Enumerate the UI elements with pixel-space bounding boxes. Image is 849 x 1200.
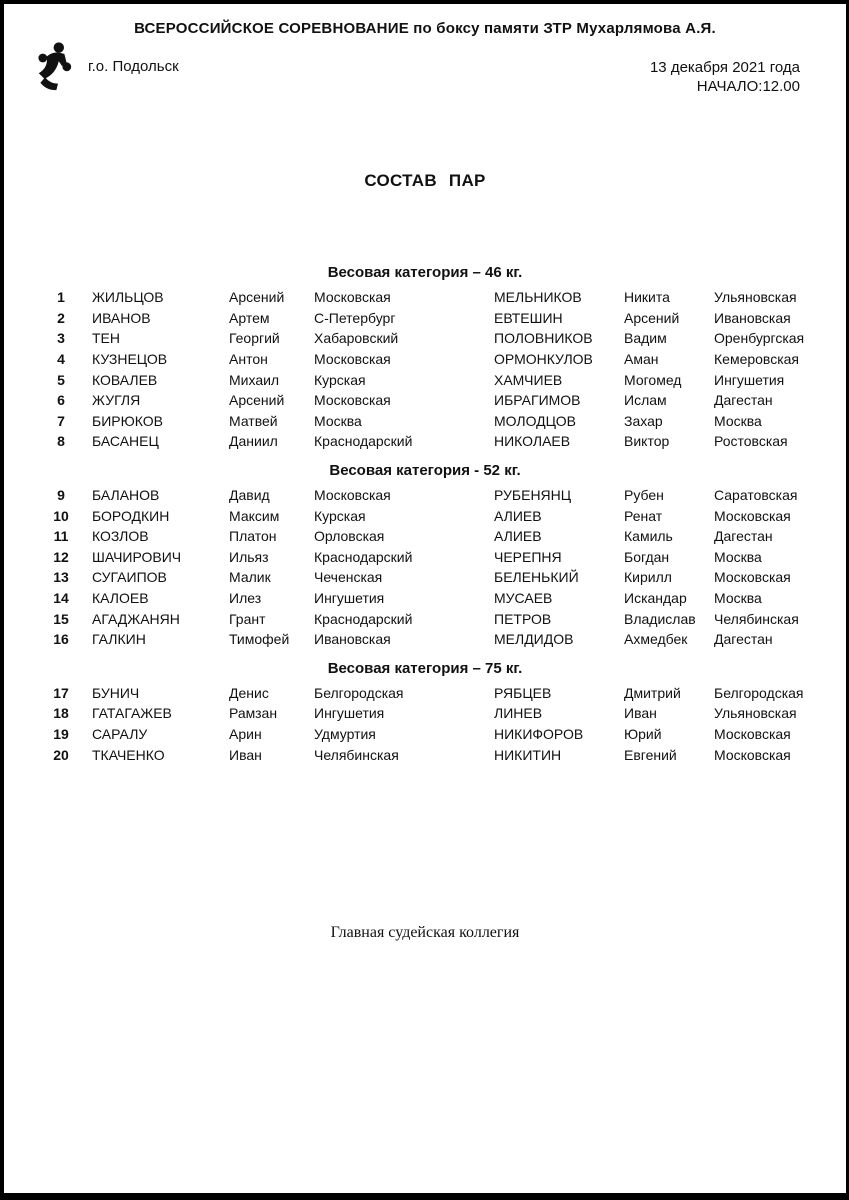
blue-corner-surname: ОРМОНКУЛОВ [494,351,593,368]
red-corner-region: Московская [314,392,391,409]
start-time: НАЧАЛО:12.00 [696,78,800,95]
blue-corner-name: Искандар [624,590,687,607]
blue-corner-name: Юрий [624,725,662,742]
blue-corner-surname: НИКОЛАЕВ [494,433,571,450]
red-corner-name: Илез [229,590,262,607]
blue-corner-region: Ульяновская [714,289,797,306]
footer-signature: Главная судейская коллегия [330,924,520,941]
blue-corner-name: Владислав [624,610,696,627]
pair-number: 19 [53,725,69,742]
blue-corner-region: Москва [714,412,762,429]
red-corner-surname: КУЗНЕЦОВ [92,351,168,368]
blue-corner-name: Иван [624,705,657,722]
pair-number: 14 [53,590,69,607]
blue-corner-surname: ИБРАГИМОВ [494,392,581,409]
pair-row [4,724,846,745]
red-corner-name: Иван [229,746,262,763]
blue-corner-surname: ПЕТРОВ [494,610,552,627]
blue-corner-region: Ивановская [714,309,791,326]
pair-row [4,683,846,704]
pair-number: 13 [53,569,69,586]
weight-category-heading: Весовая категория - 52 кг. [329,461,521,479]
red-corner-name: Артем [229,309,270,326]
red-corner-region: Краснодарский [314,548,413,565]
red-corner-name: Платон [229,528,277,545]
red-corner-surname: КАЛОЕВ [92,590,149,607]
red-corner-surname: БОРОДКИН [92,507,170,524]
red-corner-name: Денис [229,684,269,701]
red-corner-surname: КОВАЛЕВ [92,371,158,388]
pair-number: 18 [53,705,69,722]
venue-city: г.о. Подольск [88,58,179,75]
blue-corner-region: Саратовская [714,487,798,504]
weight-category-section [4,263,846,452]
red-corner-name: Георгий [229,330,280,347]
blue-corner-surname: АЛИЕВ [494,528,542,545]
pair-number: 1 [57,289,65,306]
pair-number: 17 [53,684,69,701]
date-block [650,58,800,96]
blue-corner-surname: АЛИЕВ [494,507,542,524]
boxer-pictogram-icon [34,40,74,92]
pair-number: 3 [57,330,65,347]
red-corner-region: Орловская [314,528,385,545]
red-corner-region: С-Петербург [314,309,396,326]
red-corner-name: Максим [229,507,280,524]
pair-row [4,287,846,308]
red-corner-region: Москва [314,412,362,429]
pair-number: 7 [57,412,65,429]
red-corner-surname: КОЗЛОВ [92,528,149,545]
red-corner-surname: ТЕН [92,330,120,347]
red-corner-surname: БАСАНЕЦ [92,433,159,450]
red-corner-region: Курская [314,507,366,524]
pair-row [4,526,846,547]
blue-corner-surname: ЛИНЕВ [494,705,543,722]
blue-corner-region: Кемеровская [714,351,800,368]
pair-number: 4 [57,351,65,368]
blue-corner-name: Ислам [624,392,667,409]
blue-corner-surname: НИКИТИН [494,746,562,763]
weight-category-heading: Весовая категория – 46 кг. [327,264,523,281]
blue-corner-surname: РУБЕНЯНЦ [494,487,572,504]
red-corner-region: Хабаровский [314,330,399,347]
weight-category-heading: Весовая категория – 75 кг. [327,659,523,677]
red-corner-name: Михаил [229,371,280,388]
blue-corner-surname: ЧЕРЕПНЯ [494,548,562,565]
red-corner-surname: ГАЛКИН [92,631,146,648]
pair-number: 5 [57,371,65,388]
blue-corner-region: Московская [714,569,791,586]
pair-number: 12 [53,548,69,565]
blue-corner-name: Вадим [624,330,667,347]
blue-corner-name: Евгений [624,746,677,763]
red-corner-region: Чеченская [314,569,383,586]
blue-corner-surname: БЕЛЕНЬКИЙ [494,569,579,586]
blue-corner-region: Оренбургская [714,330,805,347]
red-corner-region: Московская [314,351,391,368]
pair-number: 16 [53,631,69,648]
blue-corner-surname: ХАМЧИЕВ [494,371,563,388]
pair-row [4,744,846,765]
blue-corner-name: Никита [624,289,670,306]
pair-number: 11 [53,528,69,545]
blue-corner-surname: МЕЛДИДОВ [494,631,574,648]
sections [4,263,846,765]
red-corner-region: Ивановская [314,631,391,648]
page-title: СОСТАВ ПАР [364,171,486,190]
blue-corner-region: Дагестан [714,392,773,409]
blue-corner-surname: МУСАЕВ [494,590,553,607]
blue-corner-name: Ахмедбек [624,631,688,648]
red-corner-region: Краснодарский [314,433,413,450]
red-corner-name: Ильяз [229,548,269,565]
pair-row [4,308,846,329]
document-header [4,4,846,109]
red-corner-name: Арин [229,725,262,742]
red-corner-name: Даниил [229,433,278,450]
weight-category-section [4,461,846,650]
blue-corner-region: Белгородская [714,684,804,701]
blue-corner-name: Аман [624,351,659,368]
red-corner-surname: АГАДЖАНЯН [92,610,180,627]
pair-row [4,567,846,588]
pair-row [4,547,846,568]
weight-category-section [4,659,846,765]
blue-corner-name: Захар [624,412,663,429]
pair-row [4,328,846,349]
red-corner-name: Тимофей [229,631,290,648]
red-corner-region: Ингушетия [314,590,385,607]
blue-corner-name: Виктор [624,433,670,450]
pair-row [4,411,846,432]
blue-corner-name: Рубен [624,487,664,504]
blue-corner-region: Московская [714,507,791,524]
red-corner-surname: СУГАИПОВ [92,569,167,586]
pair-number: 6 [57,392,65,409]
blue-corner-surname: ЕВТЕШИН [494,309,563,326]
blue-corner-name: Дмитрий [624,684,681,701]
red-corner-name: Рамзан [229,705,278,722]
blue-corner-region: Ингушетия [714,371,785,388]
pair-number: 8 [57,433,65,450]
red-corner-surname: БИРЮКОВ [92,412,163,429]
competition-title: ВСЕРОССИЙСКОЕ СОРЕВНОВАНИЕ по боксу памяти ЗТР Мухарлямова А.Я. [134,20,716,37]
pair-row [4,349,846,370]
red-corner-region: Белгородская [314,684,404,701]
blue-corner-region: Московская [714,725,791,742]
red-corner-region: Курская [314,371,366,388]
pair-row [4,369,846,390]
red-corner-region: Московская [314,289,391,306]
red-corner-surname: ГАТАГАЖЕВ [92,705,172,722]
blue-corner-surname: РЯБЦЕВ [494,684,552,701]
red-corner-region: Удмуртия [314,725,376,742]
blue-corner-surname: МОЛОДЦОВ [494,412,576,429]
pair-row [4,608,846,629]
red-corner-surname: ТКАЧЕНКО [92,746,165,763]
pair-number: 9 [57,487,65,504]
red-corner-surname: САРАЛУ [92,725,148,742]
pair-number: 2 [57,309,65,326]
pair-row [4,703,846,724]
blue-corner-region: Челябинская [714,610,799,627]
blue-corner-region: Москва [714,548,762,565]
red-corner-surname: ЖУГЛЯ [92,392,141,409]
blue-corner-name: Камиль [624,528,673,545]
red-corner-name: Арсений [229,289,285,306]
red-corner-name: Арсений [229,392,285,409]
red-corner-surname: ШАЧИРОВИЧ [92,548,182,565]
pair-row [4,629,846,650]
pair-row [4,588,846,609]
red-corner-name: Давид [229,487,270,504]
pair-row [4,505,846,526]
blue-corner-surname: МЕЛЬНИКОВ [494,289,582,306]
pair-number: 10 [53,507,69,524]
blue-corner-name: Кирилл [624,569,672,586]
red-corner-surname: БАЛАНОВ [92,487,160,504]
blue-corner-region: Дагестан [714,631,773,648]
pair-row [4,485,846,506]
red-corner-region: Московская [314,487,391,504]
red-corner-region: Ингушетия [314,705,385,722]
pair-number: 20 [53,746,69,763]
pair-row [4,431,846,452]
blue-corner-region: Ростовская [714,433,788,450]
red-corner-name: Матвей [229,412,278,429]
blue-corner-name: Богдан [624,548,670,565]
blue-corner-surname: НИКИФОРОВ [494,725,584,742]
pair-number: 15 [53,610,69,627]
blue-corner-name: Ренат [624,507,663,524]
red-corner-surname: БУНИЧ [92,684,140,701]
blue-corner-region: Ульяновская [714,705,797,722]
red-corner-region: Челябинская [314,746,399,763]
pair-row [4,390,846,411]
red-corner-name: Антон [229,351,268,368]
blue-corner-surname: ПОЛОВНИКОВ [494,330,593,347]
red-corner-name: Малик [229,569,271,586]
blue-corner-name: Арсений [624,309,680,326]
red-corner-region: Краснодарский [314,610,413,627]
event-date: 13 декабря 2021 года [649,59,800,76]
red-corner-surname: ЖИЛЬЦОВ [92,289,164,306]
blue-corner-region: Москва [714,590,762,607]
red-corner-name: Грант [229,610,266,627]
blue-corner-region: Дагестан [714,528,773,545]
red-corner-surname: ИВАНОВ [92,309,151,326]
blue-corner-name: Могомед [624,371,682,388]
blue-corner-region: Московская [714,746,791,763]
